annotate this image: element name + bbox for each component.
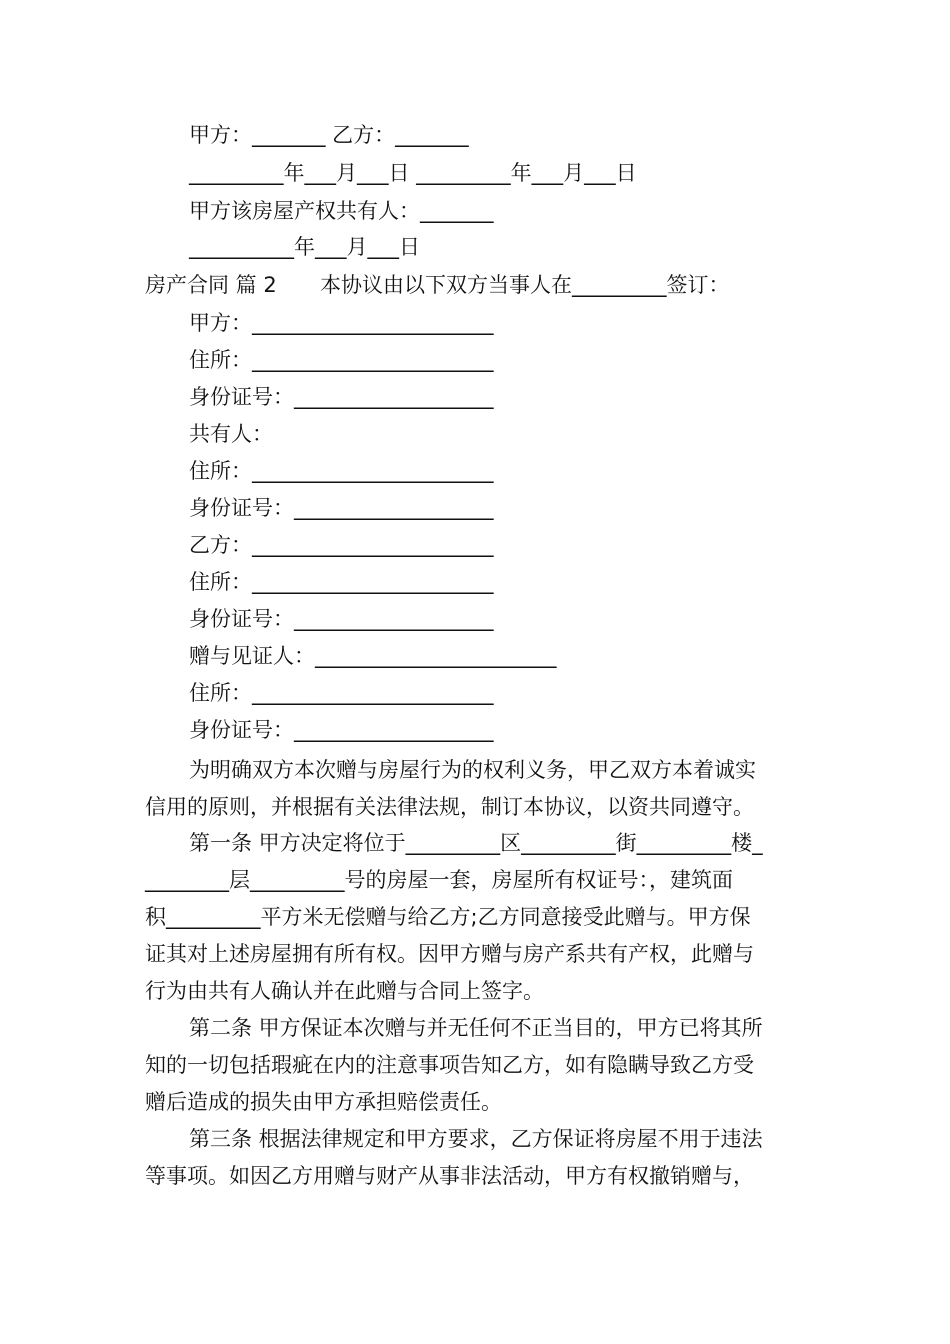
party-field: 甲方：_______________________	[189, 311, 494, 335]
party-field: 共有人：	[189, 422, 273, 446]
party-field: 住所：_______________________	[189, 459, 494, 483]
party-field: 乙方：_______________________	[189, 533, 494, 557]
body-line: 赠后造成的损失由甲方承担赔偿责任。	[145, 1090, 502, 1114]
body-line: 等事项。如因乙方用赠与财产从事非法活动，甲方有权撤销赠与，	[145, 1164, 754, 1188]
signature-line: 甲方：_______ 乙方：_______	[189, 123, 469, 147]
co-owner-date-line: __________年___月___日	[189, 235, 420, 259]
body-line: 第一条 甲方决定将位于_________区_________街_________楼_	[189, 831, 763, 855]
section-heading: 房产合同 篇 2	[145, 273, 277, 297]
body-line: 行为由共有人确认并在此赠与合同上签字。	[145, 979, 544, 1003]
body-line: ________层_________号的房屋一套，房屋所有权证号：，建筑面	[145, 868, 733, 892]
party-field: 住所：_______________________	[189, 570, 494, 594]
party-field: 身份证号：___________________	[189, 718, 494, 742]
body-line: 积_________平方米无偿赠与给乙方;乙方同意接受此赠与。甲方保	[145, 905, 751, 929]
party-field: 身份证号：___________________	[189, 385, 494, 409]
body-line: 知的一切包括瑕疵在内的注意事项告知乙方，如有隐瞒导致乙方受	[145, 1053, 754, 1077]
body-line: 为明确双方本次赠与房屋行为的权利义务，甲乙双方本着诚实	[189, 758, 756, 782]
co-owner-signature-line: 甲方该房屋产权共有人：_______	[189, 199, 494, 223]
party-field: 身份证号：___________________	[189, 607, 494, 631]
body-line: 证其对上述房屋拥有所有权。因甲方赠与房产系共有产权，此赠与	[145, 942, 754, 966]
intro-line: 本协议由以下双方当事人在_________签订：	[320, 273, 730, 297]
party-field: 身份证号：___________________	[189, 496, 494, 520]
party-field: 赠与见证人：_______________________	[189, 644, 557, 668]
body-line: 第二条 甲方保证本次赠与并无任何不正当目的，甲方已将其所	[189, 1016, 763, 1040]
body-line: 第三条 根据法律规定和甲方要求，乙方保证将房屋不用于违法	[189, 1127, 763, 1151]
party-field: 住所：_______________________	[189, 681, 494, 705]
signature-date-line: _________年___月___日 _________年___月___日	[189, 161, 637, 185]
body-line: 信用的原则，并根据有关法律法规，制订本协议，以资共同遵守。	[145, 795, 754, 819]
party-field: 住所：_______________________	[189, 348, 494, 372]
